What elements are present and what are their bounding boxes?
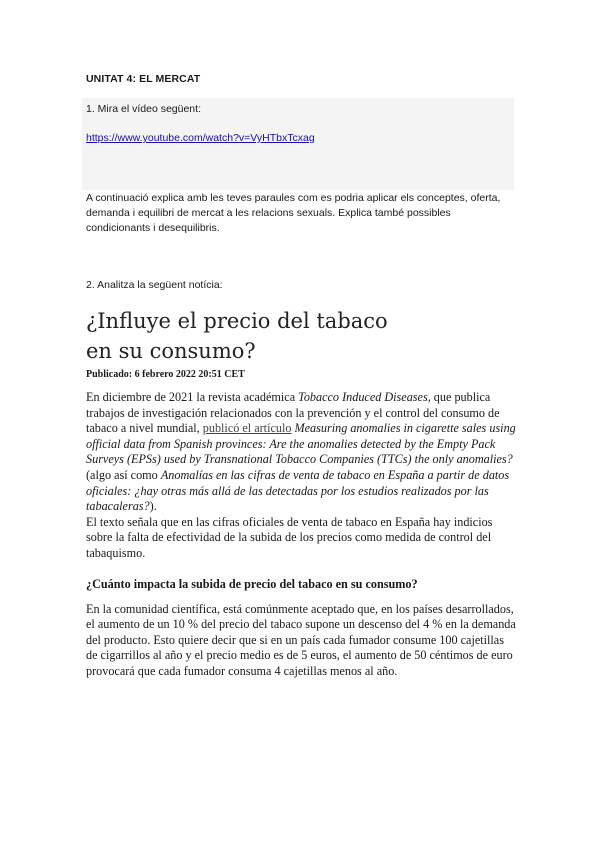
- question1-box: [82, 98, 514, 190]
- p1-text-3: (algo así como: [86, 467, 161, 482]
- article-subheading: ¿Cuánto impacta la subida de precio del tabaco en su consumo?: [86, 576, 418, 591]
- article-paragraph-3: En la comunidad científica, está comúnmente aceptado que, en los países desarrollados, el aumento de un 10 % del precio del tabaco supone un descenso del 4 % en la demanda del producto. Esto quiere decir que si en un país cada fumador consume 100 cajetillas de cigarrillos al año y el precio medio es de 5 euros, el aumento de 50 céntimos de euro provocará que cada fumador consuma 4 cajetillas menos al año.: [86, 601, 516, 678]
- video-link[interactable]: https://www.youtube.com/watch?v=VyHTbxTcxag: [86, 132, 315, 144]
- p1-text-1: En diciembre de 2021 la revista académica: [86, 390, 299, 404]
- question1-label: 1. Mira el vídeo següent:: [86, 103, 201, 115]
- article-title-es: Anomalías en las cifras de venta de tabaco en España a partir de datos oficiales: ¿hay otras más allá de las detectadas por los estudios realizados por las tabacaleras?: [86, 467, 510, 514]
- unit-title: UNITAT 4: EL MERCAT: [86, 73, 201, 85]
- article-paragraph-1: [86, 390, 516, 515]
- journal-name: Tobacco Induced Diseases: [298, 390, 428, 404]
- publication-date: Publicado: 6 febrero 2022 20:51 CET: [86, 369, 245, 380]
- article-title-en: Measuring anomalies in cigarette sales using official data from Spanish provinces: Are the anomalies detected by the Empty Pack Surveys (EPSs) used by Transnational Tobacco Companies (TTCs) the only anomalies?: [86, 421, 516, 467]
- article-headline: ¿Influye el precio del tabaco en su consumo?: [86, 309, 388, 363]
- p1-text-4: ).: [149, 499, 157, 514]
- news-article: [86, 306, 516, 680]
- article-link[interactable]: publicó el artículo: [202, 421, 292, 436]
- article-paragraph-2: El texto señala que en las cifras oficiales de venta de tabaco en España hay indicios sobre la falta de efectividad de la subida de los precios como medida de control del tabaquismo.: [86, 514, 493, 560]
- instructions-text: A continuació explica amb les teves paraules com es podria aplicar els conceptes, oferta, demanda i equilibri de mercat a les relacions sexuals. Explica també possibles condicionants i desequilibris.: [86, 192, 501, 234]
- p1-text-2: , que publica trabajos de investigación relacionados con la prevención y el control del consumo de tabaco a nivel mundial,: [86, 390, 500, 436]
- question2-label: 2. Analitza la següent notícia:: [86, 279, 223, 291]
